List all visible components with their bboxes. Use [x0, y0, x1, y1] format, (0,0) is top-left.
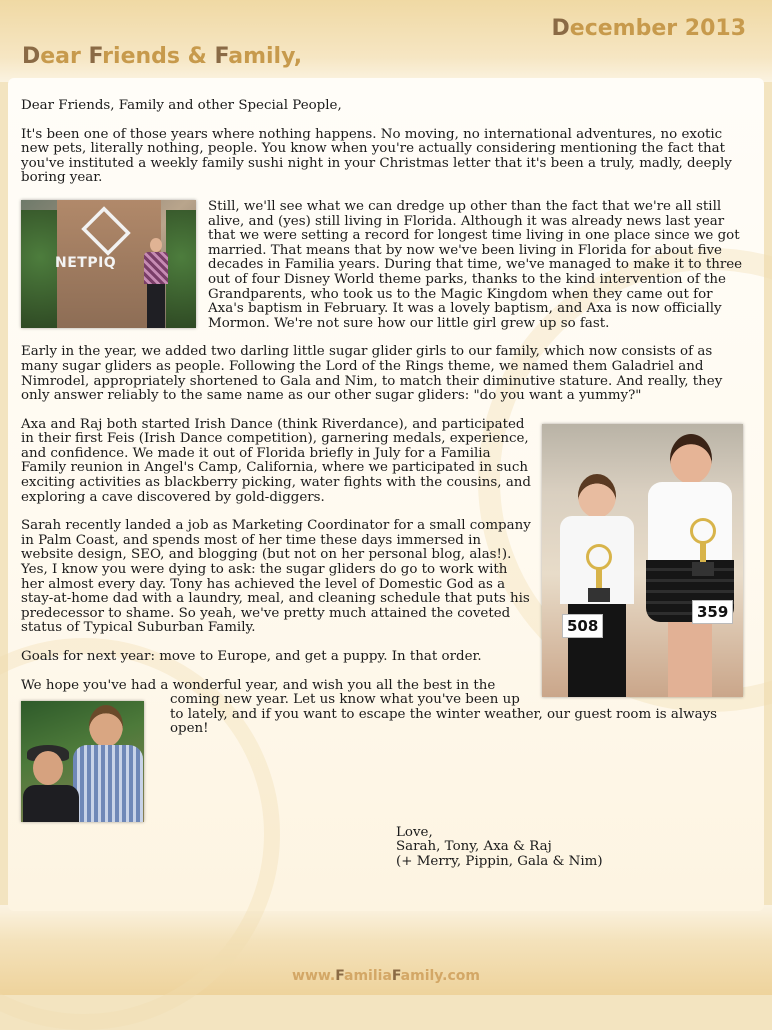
paragraph-irish-dance: Axa and Raj both started Irish Dance (think Riverdance), and participated in their first Feis (Irish Dance competition), garnering medals, experience, and confidence. We made it out of Florida briefly in July for a Familia Family reunion in Angel's Camp, California, where we participated in such exciting activities as blackberry picking, water fights with the cousins, and exploring a cave discovered by gold-diggers. — [21, 416, 531, 505]
salutation: Dear Friends, Family and other Special People, — [21, 98, 342, 113]
letter-date: December 2013 — [551, 16, 746, 41]
irish-dance-photo — [542, 424, 743, 697]
couple-photo — [21, 701, 144, 822]
signoff-line: Love, — [396, 824, 433, 840]
letter-greeting-heading: Dear Friends & Family, — [22, 44, 303, 69]
man-figure — [73, 705, 143, 822]
paragraph-jobs: Sarah recently landed a job as Marketing Coordinator for a small company in Palm Coast, and spends most of her time these days immersed in website design, SEO, and blogging (but not on her personal blog, alas!). Yes, I know you were dying to ask: the sugar gliders do go to work with her almost every day. Tony has achieved the level of Domestic God as a stay-at-home dad with a laundry, meal, and cleaning schedule that puts his predecessor to shame. So yeah, we've pretty much attained the coveted status of Typical Suburban Family. — [21, 518, 531, 636]
competitor-bib: 508 — [562, 614, 603, 638]
signoff-pets: (+ Merry, Pippin, Gala & Nim) — [396, 853, 603, 869]
paragraph-florida: Still, we'll see what we can dredge up other than the fact that we're all still alive, and (yes) still living in Florida. Although it was already news last year that we were setting a record for longest time living in one place since we got married. That means that by now we've been living in Florida for about five decades in Familia years. During that time, we've managed to make it to three out of four Disney World theme parks, thanks to the kind intervention of the Grandparents, who took us to the Magic Kingdom when they came out for Axa's baptism in February. It was a lovely baptism, and Axa is now officially Mormon. We're not sure how our little girl grew up so fast. — [208, 198, 743, 331]
paragraph-goals: Goals for next year: move to Europe, and get a puppy. In that order. — [21, 649, 482, 664]
signoff-names: Sarah, Tony, Axa & Raj — [396, 839, 552, 855]
letter-body — [21, 99, 751, 869]
office-photo — [21, 200, 196, 328]
woman-figure — [21, 745, 81, 822]
paragraph-intro: It's been one of those years where nothing happens. No moving, no international adventures, no exotic new pets, literally nothing, people. You know when you're actually considering mentioning the fact that you've instituted a weekly family sushi night in your Christmas letter that it's been a truly, madly, deeply boring year. — [21, 126, 732, 186]
paragraph-sugar-gliders: Early in the year, we added two darling little sugar glider girls to our family, which now consists of as many sugar gliders as people. Following the Lord of the Rings theme, we named them Galadriel and Nimrodel, appropriately shortened to Gala and Nim, to match their diminutive stature. And really, they only answer reliably to the same name as our other sugar gliders: "do you want a yummy?" — [21, 344, 723, 404]
trophy-icon — [586, 544, 612, 602]
header-band — [0, 0, 772, 82]
signoff-block — [21, 826, 751, 870]
person-figure — [141, 238, 171, 328]
trophy-icon — [690, 518, 716, 576]
competitor-bib: 359 — [692, 600, 733, 624]
website-link[interactable]: www.FamiliaFamily.com — [292, 968, 480, 984]
company-logo-text: NETPIQ — [55, 254, 117, 271]
paragraph-wishes: We hope you've had a wonderful year, and wish you all the best in the coming new year. Let us know what you've been up to lately, and if you want to escape the winter weather, our guest room is always open! — [21, 677, 718, 737]
